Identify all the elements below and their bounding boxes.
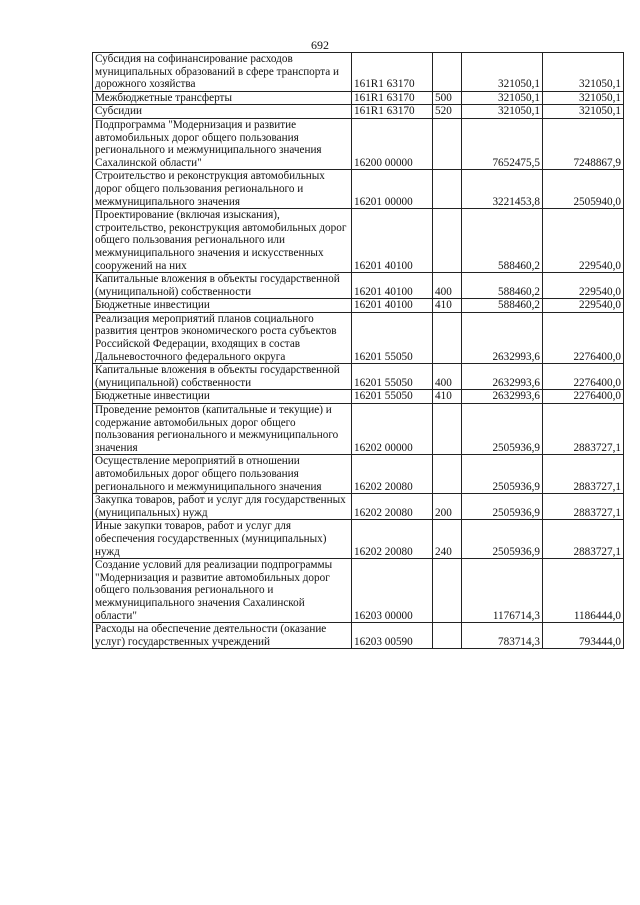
row-name: Капитальные вложения в объекты государственной (муниципальной) собственности: [93, 273, 352, 299]
row-code: 16203 00590: [352, 623, 433, 649]
row-type: [433, 53, 462, 92]
row-value-1: 1176714,3: [462, 559, 543, 623]
row-code: 16202 20080: [352, 494, 433, 520]
budget-table: [92, 52, 624, 649]
row-code: 161R1 63170: [352, 53, 433, 92]
row-code: 16202 00000: [352, 404, 433, 455]
row-value-2: 321050,1: [543, 91, 624, 105]
row-value-1: 2505936,9: [462, 520, 543, 559]
row-code: 161R1 63170: [352, 91, 433, 105]
table-row: [93, 299, 624, 313]
row-name: Межбюджетные трансферты: [93, 91, 352, 105]
row-value-2: 7248867,9: [543, 118, 624, 169]
table-row: [93, 559, 624, 623]
row-type: 240: [433, 520, 462, 559]
row-name: Расходы на обеспечение деятельности (оказание услуг) государственных учреждений: [93, 623, 352, 649]
row-name: Проектирование (включая изыскания), строительство, реконструкция автомобильных дорог общего пользования регионального или межмуниципального значения и искусственных сооружений на них: [93, 209, 352, 273]
row-value-1: 2505936,9: [462, 455, 543, 494]
row-value-2: 1186444,0: [543, 559, 624, 623]
row-type: [433, 209, 462, 273]
row-code: 16202 20080: [352, 455, 433, 494]
row-code: 16201 40100: [352, 273, 433, 299]
row-name: Капитальные вложения в объекты государственной (муниципальной) собственности: [93, 364, 352, 390]
row-value-1: 3221453,8: [462, 170, 543, 209]
row-code: 16201 55050: [352, 364, 433, 390]
row-value-2: 2505940,0: [543, 170, 624, 209]
row-value-2: 2276400,0: [543, 390, 624, 404]
row-name: Проведение ремонтов (капитальные и текущие) и содержание автомобильных дорог общего пользования регионального и межмуниципального значения: [93, 404, 352, 455]
row-name: Закупка товаров, работ и услуг для государственных (муниципальных) нужд: [93, 494, 352, 520]
row-code: 161R1 63170: [352, 105, 433, 119]
table-row: [93, 404, 624, 455]
row-type: [433, 623, 462, 649]
row-value-2: 321050,1: [543, 53, 624, 92]
table-row: [93, 312, 624, 363]
row-value-2: 2883727,1: [543, 455, 624, 494]
row-value-1: 2632993,6: [462, 312, 543, 363]
row-value-2: 229540,0: [543, 209, 624, 273]
table-row: [93, 170, 624, 209]
row-name: Реализация мероприятий планов социального развития центров экономического роста субъектов Российской Федерации, входящих в состав Дальневосточного федерального округа: [93, 312, 352, 363]
row-name: Субсидии: [93, 105, 352, 119]
row-value-2: 2883727,1: [543, 494, 624, 520]
row-value-1: 321050,1: [462, 53, 543, 92]
row-type: [433, 404, 462, 455]
row-value-2: 229540,0: [543, 273, 624, 299]
page-number: 692: [311, 38, 329, 52]
row-name: Подпрограмма "Модернизация и развитие автомобильных дорог общего пользования регионального и межмуниципального значения Сахалинской области": [93, 118, 352, 169]
row-name: Бюджетные инвестиции: [93, 299, 352, 313]
row-type: 400: [433, 364, 462, 390]
row-name: Иные закупки товаров, работ и услуг для обеспечения государственных (муниципальных) нужд: [93, 520, 352, 559]
row-value-2: 2276400,0: [543, 364, 624, 390]
table-row: [93, 623, 624, 649]
row-name: Строительство и реконструкция автомобильных дорог общего пользования регионального и межмуниципального значения: [93, 170, 352, 209]
row-type: [433, 118, 462, 169]
row-name: Создание условий для реализации подпрограммы "Модернизация и развитие автомобильных дорог общего пользования регионального и межмуниципального значения Сахалинской области": [93, 559, 352, 623]
table-row: [93, 364, 624, 390]
row-value-2: 793444,0: [543, 623, 624, 649]
row-code: 16201 55050: [352, 312, 433, 363]
table-row: [93, 273, 624, 299]
row-value-2: 2883727,1: [543, 404, 624, 455]
row-name: Осуществление мероприятий в отношении автомобильных дорог общего пользования регионального и межмуниципального значения: [93, 455, 352, 494]
row-type: 410: [433, 390, 462, 404]
table-row: [93, 53, 624, 92]
table-row: [93, 455, 624, 494]
row-type: 400: [433, 273, 462, 299]
row-code: 16201 40100: [352, 209, 433, 273]
row-value-1: 2505936,9: [462, 494, 543, 520]
row-type: 520: [433, 105, 462, 119]
row-code: 16202 20080: [352, 520, 433, 559]
row-type: [433, 455, 462, 494]
table-row: [93, 209, 624, 273]
row-code: 16203 00000: [352, 559, 433, 623]
row-value-1: 783714,3: [462, 623, 543, 649]
row-value-2: 229540,0: [543, 299, 624, 313]
table-row: [93, 390, 624, 404]
row-value-1: 321050,1: [462, 91, 543, 105]
row-value-1: 7652475,5: [462, 118, 543, 169]
table-row: [93, 105, 624, 119]
row-value-2: 2883727,1: [543, 520, 624, 559]
row-value-1: 588460,2: [462, 299, 543, 313]
row-code: 16201 40100: [352, 299, 433, 313]
table-row: [93, 91, 624, 105]
row-type: [433, 170, 462, 209]
row-value-1: 588460,2: [462, 209, 543, 273]
row-value-1: 321050,1: [462, 105, 543, 119]
row-value-1: 2632993,6: [462, 390, 543, 404]
row-name: Субсидия на софинансирование расходов муниципальных образований в сфере транспорта и дорожного хозяйства: [93, 53, 352, 92]
row-code: 16201 00000: [352, 170, 433, 209]
row-code: 16200 00000: [352, 118, 433, 169]
row-type: [433, 559, 462, 623]
row-type: 200: [433, 494, 462, 520]
row-name: Бюджетные инвестиции: [93, 390, 352, 404]
row-value-1: 2632993,6: [462, 364, 543, 390]
table-row: [93, 520, 624, 559]
table-row: [93, 494, 624, 520]
row-code: 16201 55050: [352, 390, 433, 404]
row-value-2: 2276400,0: [543, 312, 624, 363]
row-type: [433, 312, 462, 363]
table-row: [93, 118, 624, 169]
row-value-1: 2505936,9: [462, 404, 543, 455]
row-type: 410: [433, 299, 462, 313]
row-value-1: 588460,2: [462, 273, 543, 299]
row-type: 500: [433, 91, 462, 105]
row-value-2: 321050,1: [543, 105, 624, 119]
